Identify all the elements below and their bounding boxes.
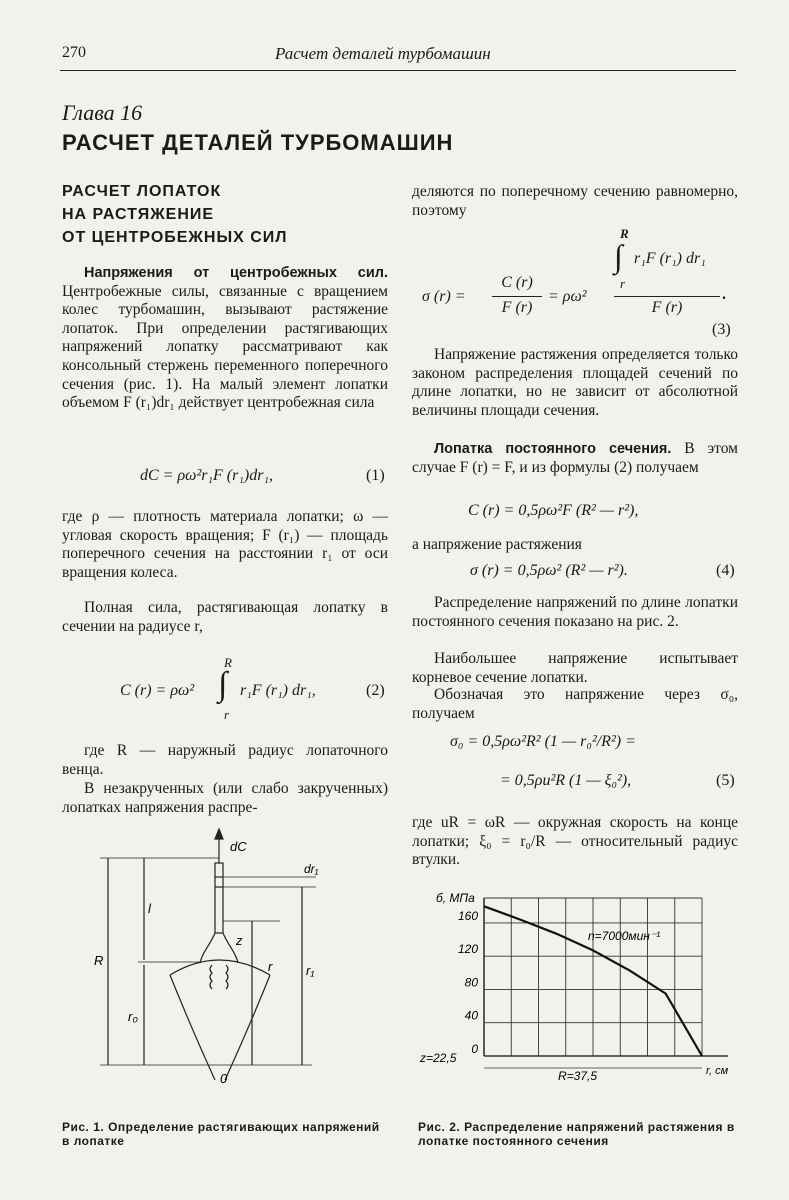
equation-2-number: (2) [366,682,385,699]
y-tick-label: 160 [457,908,478,923]
fraction-denominator: F (r) [651,299,683,316]
left-paragraph-2: где ρ — плотность материала лопатки; ω — угловая скорость вращения; F (r₁) — площадь поперечного сечения на расстоянии r₁ от оси вращения колеса. [62,508,388,581]
equation-1: dC = ρω²r₁F (r₁)dr₁, [140,467,274,484]
right-paragraph-7: Обозначая это напряжение через σ₀, получаем [412,686,738,722]
bold-lead: Лопатка постоянного сечения. [434,441,672,457]
paragraph-text: В этом случае F (r) = F, и из формулы (2) получаем [412,440,738,476]
integral-lower: r [224,707,230,722]
integral-upper: R [224,655,232,670]
paragraph-text: Центробежные силы, связанные с вращением колес турбомашин, вызывают растяжение лопаток. При определении растягивающих напряжений лопатку рассматривают как консольный стержень переменного поперечного сечения (рис. 1). На малый элемент лопатки объемом F (r₁)dr₁ действует центробежная сила [62,282,388,412]
left-paragraph-1 [62,264,388,413]
equation-5a: σ₀ = 0,5ρω²R² (1 — r₀²/R²) = [450,733,636,750]
integral-sign: ∫ [614,238,623,274]
left-paragraph-3: Полная сила, растягивающая лопатку в сечении на радиусе r, [62,599,388,635]
label-dC: dC [230,839,247,854]
bold-lead: Напряжения от центробежных сил. [84,265,388,281]
y-tick-label: 80 [464,975,478,990]
fraction-bar [492,296,542,297]
right-paragraph-2: Напряжение растяжения определяется только законом распределения площадей сечений по длине лопатки, но не зависит от абсолютной величины площади сечения. [412,346,738,419]
figure-1-blade [80,825,400,1095]
chart-annotation: n=7000мин⁻¹ [588,929,661,943]
x-axis-label: r, см [706,1065,729,1077]
running-title: Расчет деталей турбомашин [275,44,491,63]
integrand: r₁F (r₁) dr₁ [634,250,706,267]
equation-5-number: (5) [716,772,735,789]
right-paragraph-5: Распределение напряжений по длине лопатки постоянного сечения показано на рис. 2. [412,594,738,630]
label-l: l [148,901,151,916]
equation-1-number: (1) [366,467,385,484]
integral-sign: ∫ [218,666,228,703]
section-title [62,180,288,249]
figure-2-caption: Рис. 2. Распределение напряжений растяжения в лопатке постоянного сечения [418,1120,735,1148]
chapter-title: РАСЧЕТ ДЕТАЛЕЙ ТУРБОМАШИН [62,130,454,155]
equation-3-number: (3) [712,321,731,338]
fraction-bar [614,296,720,297]
label-dr1: dr₁ [304,862,319,876]
equation-4: σ (r) = 0,5ρω² (R² — r²). [470,562,628,579]
x-start-label: z=22,5 [420,1051,457,1065]
equation-2-rhs: r₁F (r₁) dr₁, [240,682,316,699]
fraction-numerator: C (r) [501,274,533,291]
label-z: z [236,933,243,948]
equation-3 [422,224,742,344]
x-span-label: R=37,5 [558,1069,598,1083]
label-origin: 0 [220,1071,228,1086]
label-r0: r₀ [128,1009,138,1024]
blade-stem [215,863,223,933]
y-tick-label: 40 [464,1008,478,1023]
force-arrowhead [215,829,223,839]
y-tick-label: 120 [457,942,478,957]
integral-lower: r [620,276,626,291]
equation-2-lhs: C (r) = ρω² [120,682,195,699]
section-title-line: ОТ ЦЕНТРОБЕЖНЫХ СИЛ [62,229,288,246]
equation-4-number: (4) [716,562,735,579]
equation-5b: = 0,5ρu²R (1 — ξ₀²), [500,772,632,789]
integral-upper: R [620,226,629,241]
right-paragraph-4: а напряжение растяжения [412,536,582,553]
fraction-denominator: F (r) [501,299,533,316]
equation-c: C (r) = 0,5ρω²F (R² — r²), [468,502,639,519]
section-title-line: РАСЧЕТ ЛОПАТОК [62,183,222,200]
equation-3-lhs: σ (r) = [422,288,466,305]
page-number: 270 [62,44,86,61]
blade-root [210,965,228,989]
equation-3-dot: . [722,286,726,303]
left-paragraph-4: где R — наружный радиус лопаточного венца. [62,742,388,778]
figure-1-caption: Рис. 1. Определение растягивающих напряжений в лопатке [62,1120,380,1148]
section-title-line: НА РАСТЯЖЕНИЕ [62,206,215,223]
right-paragraph-8: где uR = ωR — окружная скорость на конце лопатки; ξ₀ = r₀/R — относительный радиус втулки. [412,814,738,869]
disk-sector [170,975,270,1080]
header-rule [60,70,736,71]
blade-flare [200,933,238,963]
right-paragraph-6: Наибольшее напряжение испытывает корневое сечение лопатки. [412,650,738,686]
figure-2-chart [418,888,738,1098]
y-tick-label: 0 [471,1042,478,1056]
left-paragraph-5: В незакрученных (или слабо закрученных) лопатках напряжения распре- [62,780,388,816]
label-r1: r₁ [306,963,315,978]
chapter-label: Глава 16 [62,100,143,125]
label-r: r [268,959,273,974]
right-paragraph-3 [412,440,738,477]
label-R: R [94,953,104,968]
equation-3-mid: = ρω² [548,288,587,305]
y-axis-label: б, МПа [436,891,475,905]
right-paragraph-1: деляются по поперечному сечению равномерно, поэтому [412,183,738,219]
